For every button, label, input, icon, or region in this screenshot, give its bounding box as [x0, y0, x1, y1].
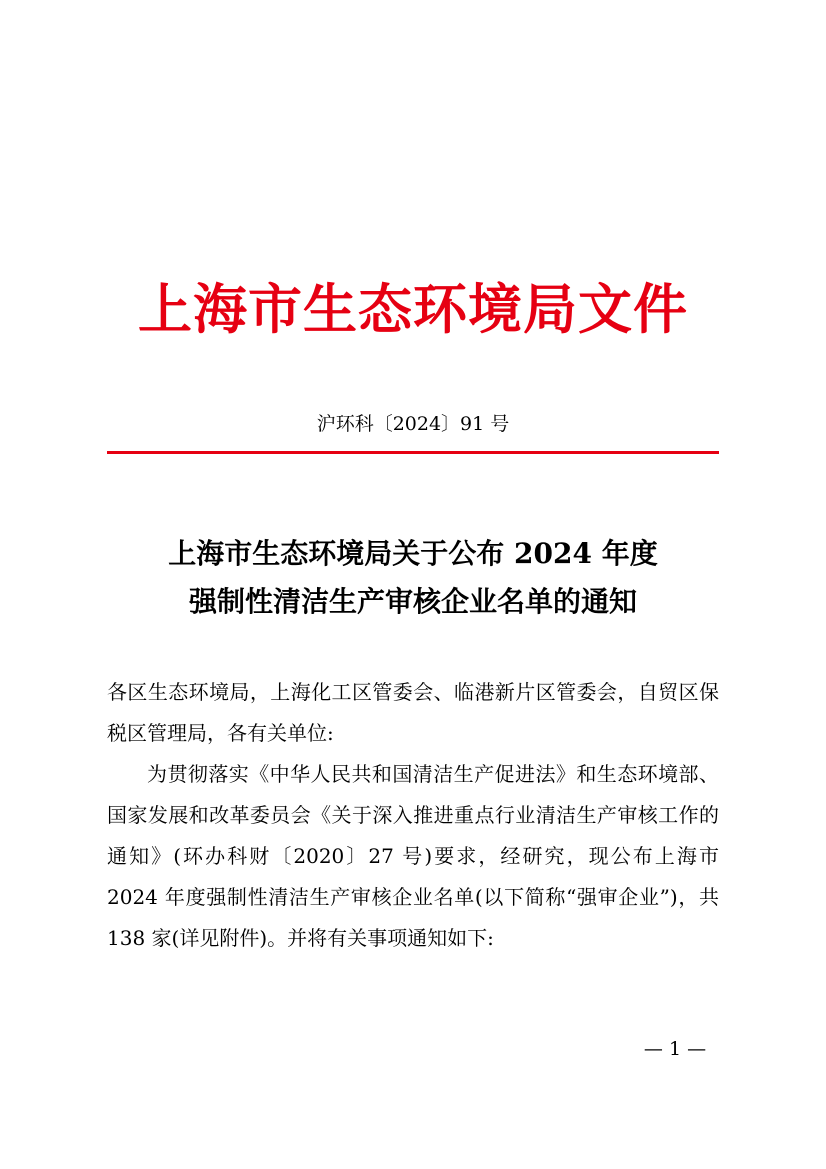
document-title — [0, 530, 826, 626]
org-header-title: 上海市生态环境局文件 — [138, 277, 688, 341]
document-body — [107, 672, 719, 959]
red-divider-line — [107, 451, 719, 454]
document-number: 沪环科〔2024〕91 号 — [316, 413, 510, 435]
salutation: 各区生态环境局，上海化工区管委会、临港新片区管委会，自贸区保税区管理局，各有关单位: — [107, 680, 719, 745]
page-number: — 1 — — [643, 1038, 707, 1060]
document-title-line-1: 上海市生态环境局关于公布 2024 年度 — [168, 537, 658, 570]
document-title-line-2: 强制性清洁生产审核企业名单的通知 — [188, 585, 637, 618]
body-paragraph: 为贯彻落实《中华人民共和国清洁生产促进法》和生态环境部、国家发展和改革委员会《关于深入推进重点行业清洁生产审核工作的通知》(环办科财〔2020〕27 号)要求，经研究，现公布上海市 2024 年度强制性清洁生产审核企业名单(以下简称“强审企业”)，共 138 家(详见附件)。并将有关事项通知如下: — [107, 762, 719, 950]
